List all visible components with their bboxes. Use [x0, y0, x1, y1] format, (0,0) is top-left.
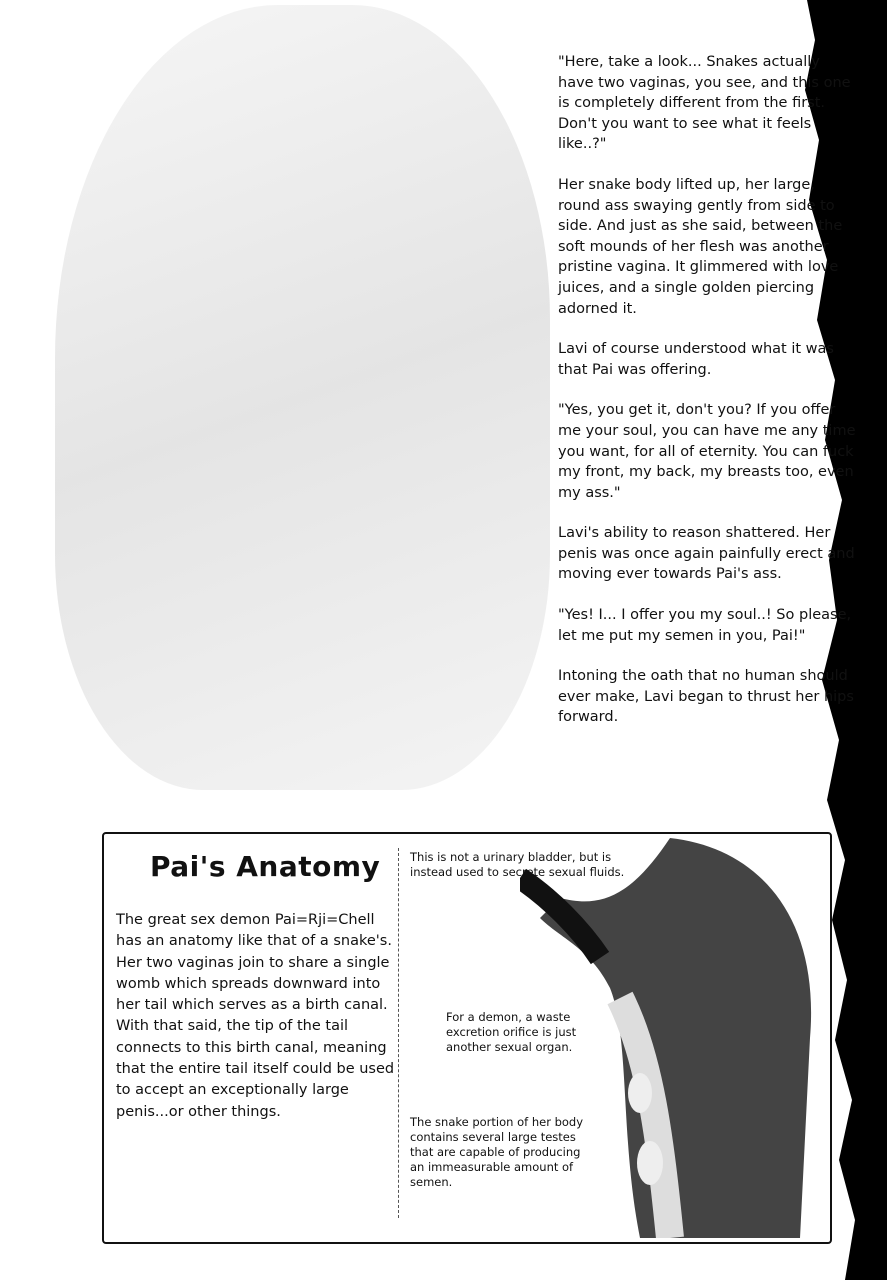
story-paragraph: "Here, take a look... Snakes actually have two vaginas, you see, and this one is completely different from the first. Don't you want to see what it feels like..?" [558, 54, 851, 153]
illustration [55, 5, 550, 790]
story-paragraph: Her snake body lifted up, her large, round ass swaying gently from side to side. And just as she said, between the soft mounds of her flesh was another pristine vagina. It glimmered with love juices, and a single golden piercing adorned it. [558, 176, 843, 317]
label-bladder: This is not a urinary bladder, but is instead used to secrete sexual fluids. [410, 850, 625, 879]
label-orifice: For a demon, a waste excretion orifice is just another sexual organ. [446, 1010, 577, 1054]
story-paragraph: Intoning the oath that no human should ever make, Lavi began to thrust her hips forward. [558, 668, 854, 726]
story-paragraph: Lavi's ability to reason shattered. Her penis was once again painfully erect and moving ever towards Pai's ass. [558, 525, 855, 583]
anatomy-title: Pai's Anatomy [150, 850, 381, 883]
story-paragraph: Lavi of course understood what it was that Pai was offering. [558, 341, 834, 378]
story-paragraph: "Yes, you get it, don't you? If you offer me your soul, you can have me any time you want, for all of eternity. You can fuck my front, my back, my breasts too, even my ass." [558, 402, 856, 501]
divider [398, 848, 399, 1218]
story-text [558, 52, 858, 748]
label-testes: The snake portion of her body contains several large testes that are capable of producing an immeasurable amount of semen. [410, 1115, 584, 1189]
anatomy-body: The great sex demon Pai=Rji=Chell has an anatomy like that of a snake's. Her two vaginas join to share a single womb which spreads downward into her tail which serves as a birth canal. With that said, the tip of the tail connects to this birth canal, meaning that the entire tail itself could be used to accept an exceptionally large penis...or other things. [116, 912, 395, 1120]
story-paragraph: "Yes! I... I offer you my soul..! So please, let me put my semen in you, Pai!" [558, 607, 852, 644]
